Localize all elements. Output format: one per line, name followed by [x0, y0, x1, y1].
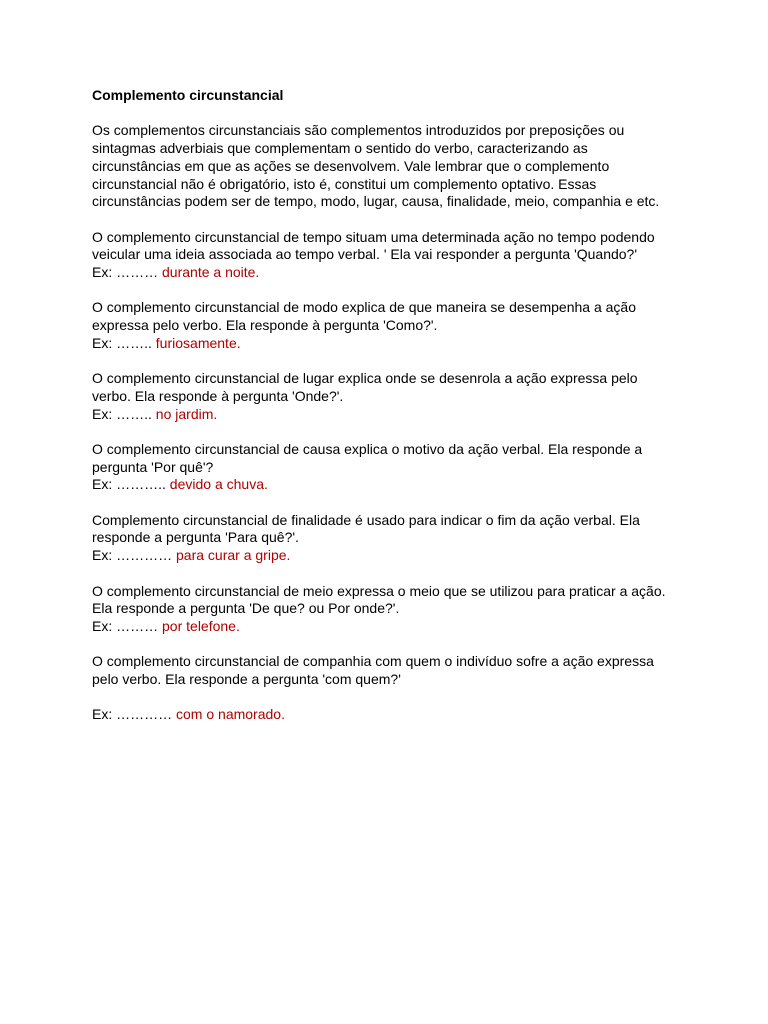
section-line: verbo. Ela responde à pergunta 'Onde?'.: [92, 387, 344, 404]
section-line: O complemento circunstancial de tempo situam uma determinada ação no tempo podendo: [92, 228, 655, 245]
section-line: expressa pelo verbo. Ela responde à pergunta 'Como?'.: [92, 317, 438, 334]
section-line: Complemento circunstancial de finalidade é usado para indicar o fim da ação verbal. Ela: [92, 511, 640, 528]
example-prefix: Ex: ………: [92, 617, 163, 634]
intro-line: circunstancial não é obrigatório, isto é, constitui um complemento optativo. Essas: [92, 175, 597, 192]
example-answer: por telefone.: [162, 617, 240, 634]
intro-line: Os complementos circunstanciais são complementos introduzidos por preposições ou: [92, 122, 625, 139]
section-tempo: [92, 229, 708, 282]
example-prefix: Ex: ………: [92, 264, 163, 280]
example-line: [92, 706, 708, 724]
example-line: [92, 264, 708, 282]
example-line: [92, 406, 708, 424]
section-line: pergunta 'Por quê'?: [92, 458, 214, 475]
example-line: [92, 547, 708, 565]
section-line: O complemento circunstancial de lugar explica onde se desenrola a ação expressa pelo: [92, 370, 638, 387]
example-answer: no jardim.: [155, 405, 218, 422]
document-title: Complemento circunstancial: [92, 87, 284, 103]
section-line: O complemento circunstancial de modo explica de que maneira se desempenha a ação: [92, 299, 636, 316]
section-line: responde a pergunta 'Para quê?'.: [92, 529, 299, 546]
example-prefix: Ex: …………: [92, 547, 177, 564]
section-meio: [92, 583, 708, 636]
example-line: [92, 476, 708, 494]
section-modo: [92, 299, 708, 352]
example-line: [92, 335, 708, 353]
intro-line: circunstâncias em que as ações se desenvolvem. Vale lembrar que o complemento: [92, 157, 610, 174]
section-line: O complemento circunstancial de causa explica o motivo da ação verbal. Ela responde a: [92, 440, 643, 457]
section-line: pelo verbo. Ela responde a pergunta 'com quem?': [92, 671, 401, 688]
example-prefix: Ex: ………..: [92, 476, 170, 493]
example-prefix: Ex: …………: [92, 706, 177, 723]
intro-line: sintagmas adverbiais que complementam o sentido do verbo, caracterizando as: [92, 140, 588, 157]
section-line: O complemento circunstancial de meio expressa o meio que se utilizou para praticar a ação.: [92, 582, 666, 599]
intro-paragraph: [92, 122, 708, 211]
example-answer: devido a chuva.: [169, 476, 268, 493]
intro-line: circunstâncias podem ser de tempo, modo, lugar, causa, finalidade, meio, companhia e etc.: [92, 193, 660, 210]
section-line: O complemento circunstancial de companhia com quem o indivíduo sofre a ação expressa: [92, 653, 654, 670]
section-companhia: [92, 653, 708, 724]
section-causa: [92, 441, 708, 494]
example-prefix: Ex: ……..: [92, 334, 156, 351]
section-line: veicular uma ideia associada ao tempo verbal. ' Ela vai responder a pergunta 'Quando?': [92, 246, 638, 263]
section-finalidade: [92, 512, 708, 565]
example-answer: para curar a gripe.: [176, 547, 291, 564]
example-answer: com o namorado.: [176, 706, 285, 723]
example-prefix: Ex: ……..: [92, 405, 156, 422]
example-line: [92, 618, 708, 636]
section-line: Ela responde a pergunta 'De que? ou Por onde?'.: [92, 600, 400, 617]
example-answer: furiosamente.: [155, 334, 241, 351]
section-lugar: [92, 370, 708, 423]
example-answer: durante a noite.: [162, 264, 260, 280]
